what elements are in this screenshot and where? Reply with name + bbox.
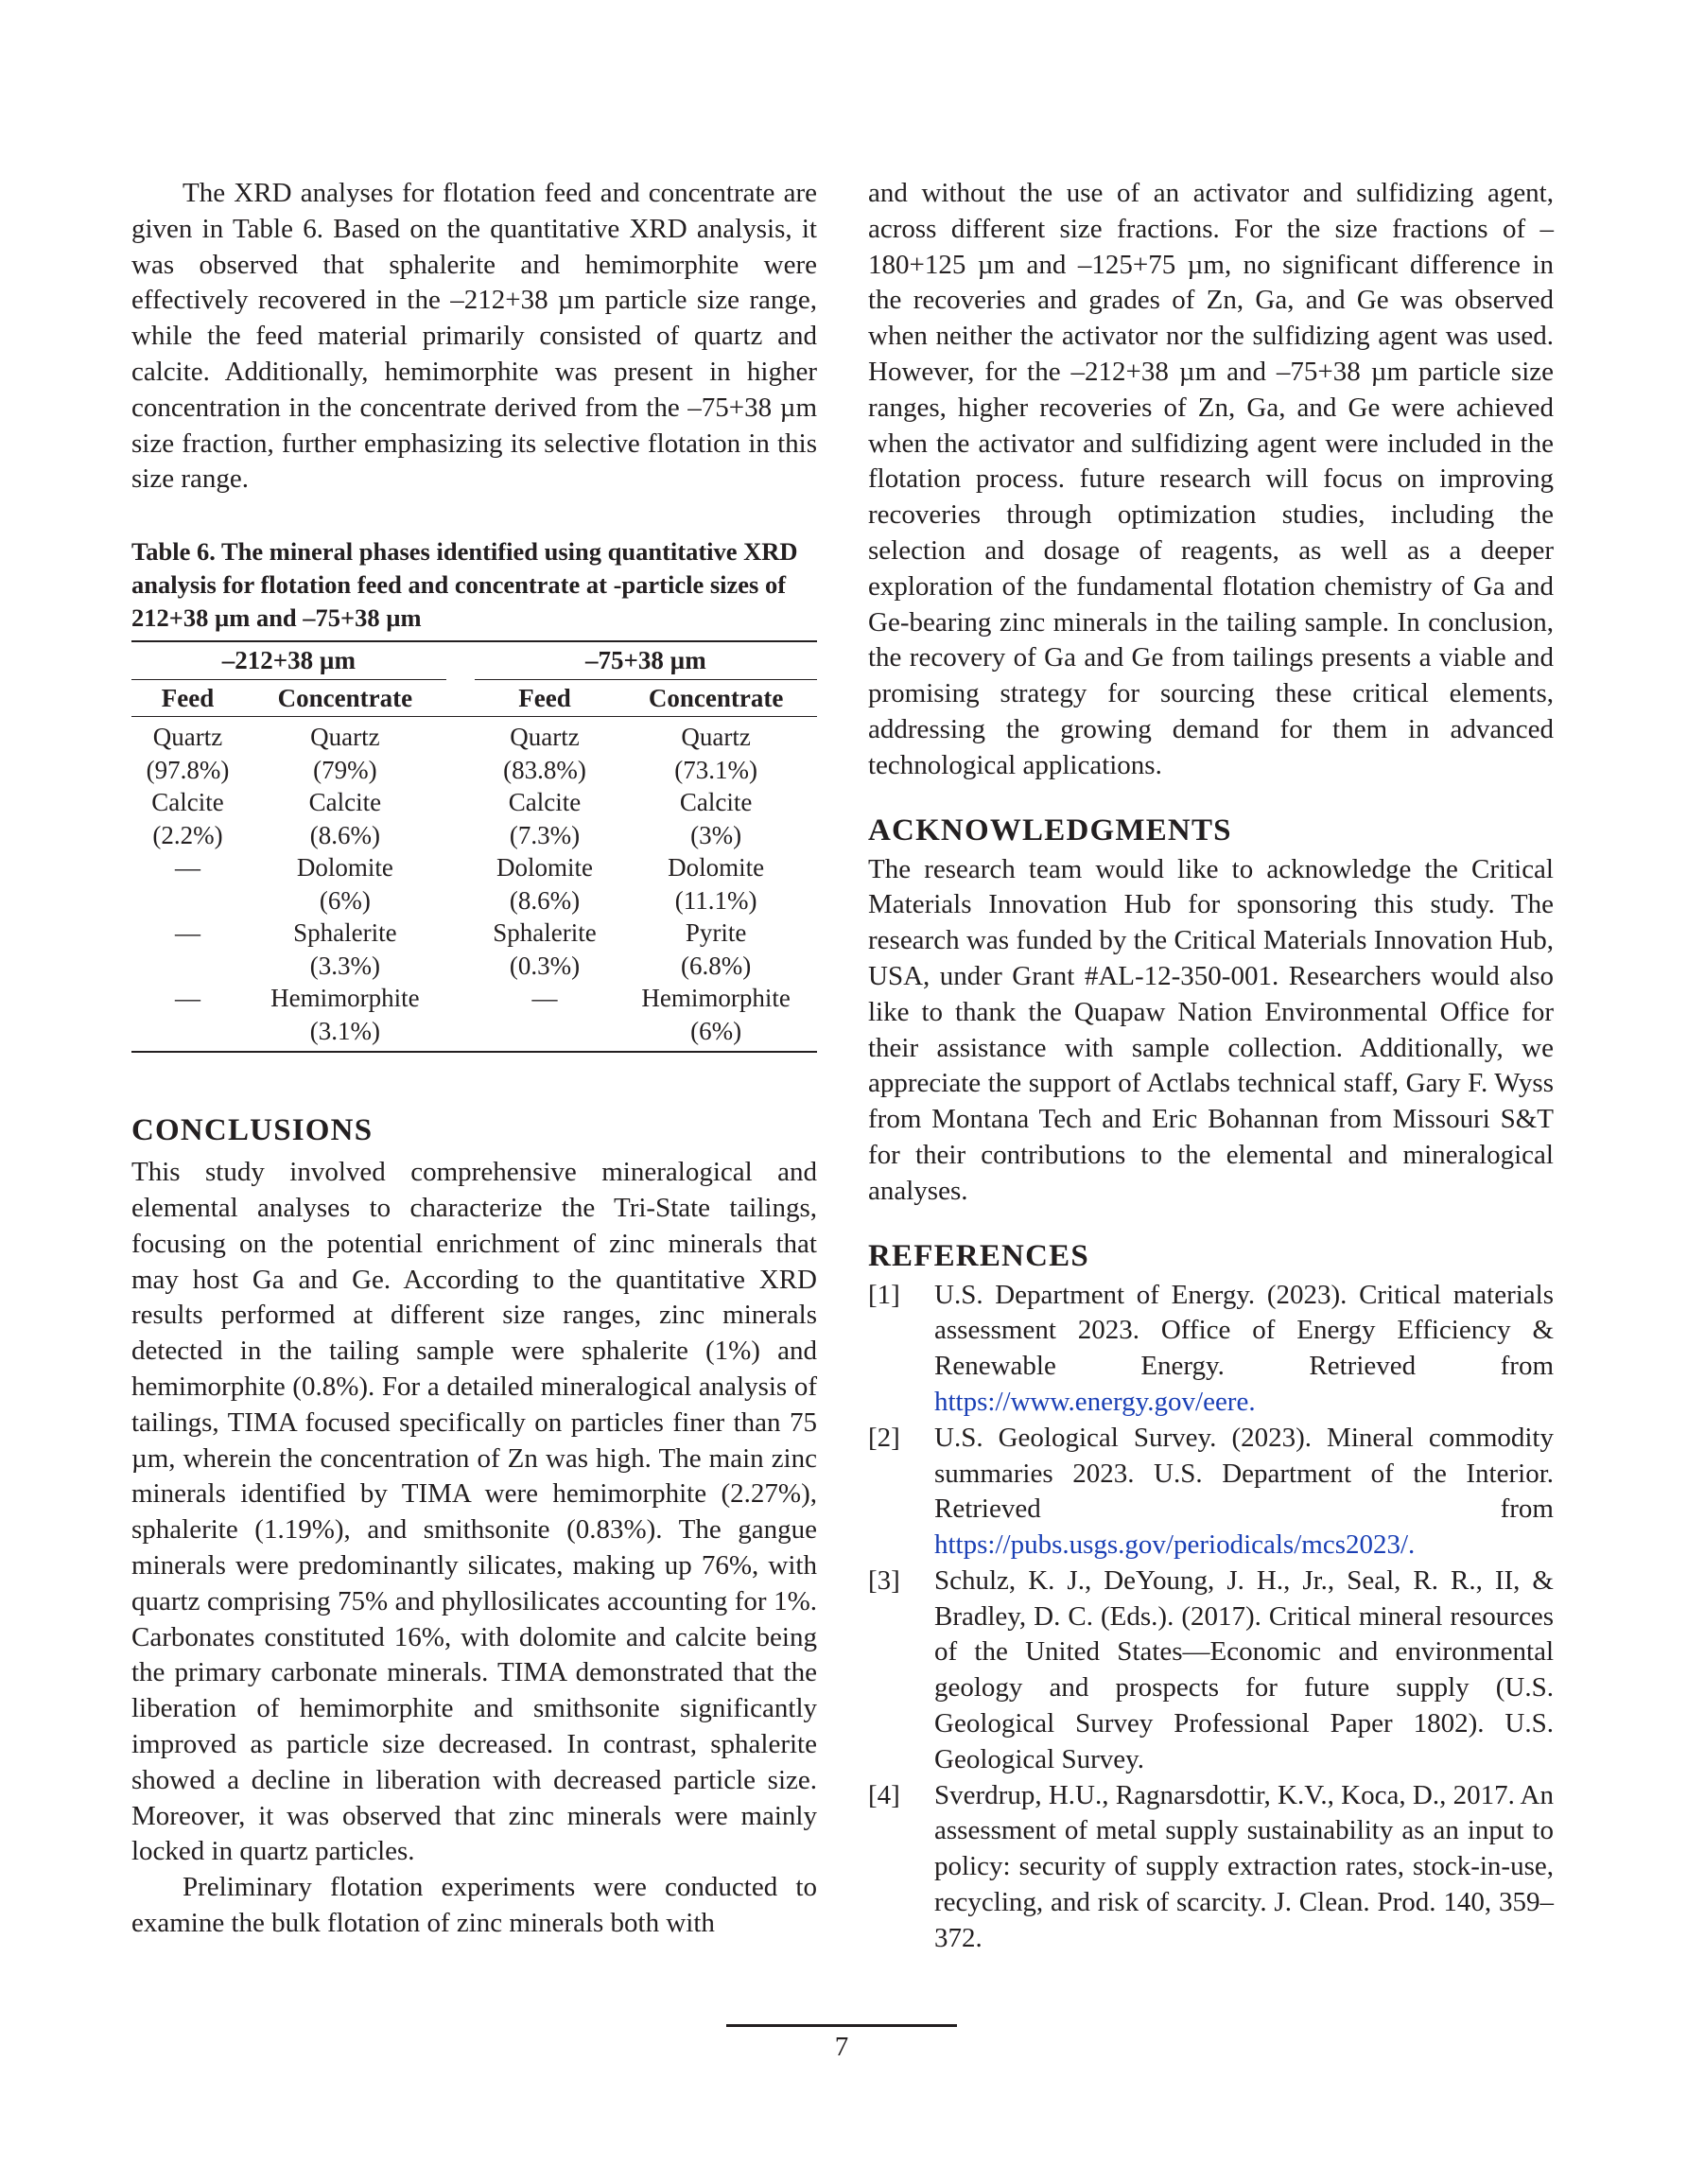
mineral-percent: (7.3%) (509, 820, 581, 849)
reference-link-suffix: . (1248, 1386, 1256, 1417)
table-cell (615, 786, 817, 851)
table-cell (615, 851, 817, 917)
reference-body: Schulz, K. J., DeYoung, J. H., Jr., Seal, R. R., II, & Bradley, D. C. (Eds.). (2017). Critical mineral resources of the United States—Economic and environmental geology and prospects for future supply (U.S. Geological Survey Professional Paper 1802). U.S. Geological Survey. (934, 1564, 1554, 1774)
reference-number: [3] (868, 1564, 900, 1596)
table-cell (244, 786, 446, 851)
mineral-name: Calcite (151, 788, 224, 817)
mineral-percent: (2.2%) (152, 820, 223, 849)
table-cell-gap (446, 717, 475, 787)
mineral-percent: (79%) (313, 755, 377, 784)
table-cell (131, 851, 244, 917)
mineral-percent: (8.6%) (309, 820, 380, 849)
mineral-name: Calcite (679, 788, 753, 817)
mineral-name: Hemimorphite (270, 984, 420, 1013)
reference-number: [2] (868, 1422, 900, 1453)
mineral-name: Dolomite (668, 853, 765, 882)
conclusions-paragraph: Preliminary flotation experiments were conducted to examine the bulk flotation of zinc minerals both with (131, 1872, 817, 1938)
right-column (868, 176, 1554, 1957)
mineral-name: Calcite (508, 788, 582, 817)
mineral-percent: (8.6%) (509, 885, 581, 915)
reference-text (934, 1278, 1554, 1421)
mineral-percent: (6%) (690, 1016, 742, 1045)
mineral-name: — (175, 853, 201, 882)
reference-body: Sverdrup, H.U., Ragnarsdottir, K.V., Koca, D., 2017. An assessment of metal supply sustainability as an input to policy: security of supply extraction rates, stock-in-use, recycling, and risk of scarcity. J. Clean. Prod. 140, 359–372. (934, 1779, 1554, 1953)
table-column-header: Concentrate (615, 679, 817, 717)
table-column-header: Concentrate (244, 679, 446, 717)
table-group-header: –75+38 µm (475, 641, 817, 679)
reference-item (868, 1778, 1554, 1957)
table-column-header-row (131, 679, 817, 717)
acknowledgments-heading: ACKNOWLEDGMENTS (868, 812, 1232, 847)
mineral-name: Quartz (310, 723, 380, 752)
table-group-header: –212+38 µm (131, 641, 446, 679)
mineral-name: Dolomite (496, 853, 593, 882)
mineral-name: Quartz (152, 723, 223, 752)
mineral-percent: (6.8%) (681, 951, 752, 980)
mineral-percent: (6%) (319, 885, 371, 915)
table-cell (475, 851, 616, 917)
references-list (868, 1278, 1554, 1957)
acknowledgments-paragraph: The research team would like to acknowledge the Critical Materials Innovation Hub for sponsoring this study. The research was funded by the Critical Materials Innovation Hub, USA, under Grant #AL-12-350-001. Researchers would also like to thank the Quapaw Nation Environmental Office for their assistance with sample collection. Additionally, we appreciate the support of Actlabs technical staff, Gary F. Wyss from Montana Tech and Eric Bohannan from Missouri S&T for their contributions to the elemental and mineralogical analyses. (868, 853, 1554, 1206)
mineral-percent: (3%) (690, 820, 742, 849)
reference-item (868, 1278, 1554, 1421)
table-row (131, 851, 817, 917)
reference-text (934, 1564, 1554, 1778)
mineral-name: Quartz (681, 723, 751, 752)
mineral-percent: (3.3%) (309, 951, 380, 980)
mineral-name: Calcite (308, 788, 382, 817)
table-cell (615, 717, 817, 787)
mineral-name: — (531, 984, 558, 1013)
table-cell (131, 717, 244, 787)
reference-item (868, 1564, 1554, 1778)
page-number: 7 (834, 2032, 849, 2062)
table-header-gap (446, 679, 475, 717)
mineral-name: Hemimorphite (641, 984, 791, 1013)
reference-link[interactable]: https://www.energy.gov/eere (934, 1386, 1249, 1417)
table-row (131, 917, 817, 982)
table-header-gap (446, 641, 475, 679)
table-cell (131, 917, 244, 982)
mineral-phases-table (131, 640, 817, 1053)
table-caption: Table 6. The mineral phases identified using quantitative XRD analysis for flotation feed and concentrate at -particle sizes of 212+38 µm and –75+38 µm (131, 537, 798, 633)
reference-body: U.S. Department of Energy. (2023). Critical materials assessment 2023. Office of Energy Efficiency & Renewable Energy. Retrieved from (934, 1279, 1554, 1382)
mineral-name: Pyrite (685, 918, 747, 948)
table-cell (615, 982, 817, 1052)
mineral-percent: (11.1%) (674, 885, 757, 915)
table-cell (475, 717, 616, 787)
reference-link-suffix: . (1408, 1529, 1416, 1561)
table-column-header: Feed (475, 679, 616, 717)
footer-rule (726, 2024, 957, 2027)
mineral-name: Dolomite (296, 853, 393, 882)
table-row (131, 717, 817, 787)
mineral-name: Quartz (510, 723, 580, 752)
table-column-header: Feed (131, 679, 244, 717)
table-cell-gap (446, 982, 475, 1052)
table-cell (475, 786, 616, 851)
table-cell (615, 917, 817, 982)
table-cell (244, 851, 446, 917)
table-cell (475, 917, 616, 982)
mineral-percent: (73.1%) (674, 755, 757, 784)
table-row (131, 982, 817, 1052)
table-cell (244, 917, 446, 982)
table-cell-gap (446, 786, 475, 851)
reference-text (934, 1421, 1554, 1564)
reference-item (868, 1421, 1554, 1564)
mineral-name: Sphalerite (293, 918, 397, 948)
table-cell (244, 717, 446, 787)
table-cell-gap (446, 917, 475, 982)
mineral-percent: (3.1%) (309, 1016, 380, 1045)
reference-body: U.S. Geological Survey. (2023). Mineral commodity summaries 2023. U.S. Department of the Interior. Retrieved from (934, 1422, 1554, 1525)
mineral-name: — (175, 984, 201, 1013)
references-heading: REFERENCES (868, 1238, 1089, 1273)
table-cell (131, 786, 244, 851)
reference-number: [1] (868, 1279, 900, 1310)
continued-paragraph: and without the use of an activator and sulfidizing agent, across different size fractions. For the size fractions of –180+125 µm and –125+75 µm, no significant difference in the recoveries and grades of Zn, Ga, and Ge was observed when neither the activator nor the sulfidizing agent was used. However, for the –212+38 µm and –75+38 µm particle size ranges, higher recoveries of Zn, Ga, and Ge were achieved when the activator and sulfidizing agent were included in the flotation process. future research will focus on improving recoveries through optimization studies, including the selection and dosage of reagents, as well as a deeper exploration of the fundamental flotation chemistry of Ga and Ge-bearing zinc minerals in the tailing sample. In conclusion, the recovery of Ga and Ge from tailings presents a viable and promising strategy for sourcing these critical elements, addressing the growing demand for them in advanced technological applications. (868, 178, 1554, 780)
mineral-name: — (175, 918, 201, 948)
mineral-percent: (0.3%) (509, 951, 581, 980)
table-body (131, 717, 817, 1053)
table-cell (475, 982, 616, 1052)
intro-paragraph: The XRD analyses for flotation feed and concentrate are given in Table 6. Based on the quantitative XRD analysis, it was observed that sphalerite and hemimorphite were effectively recovered in the –212+38 µm particle size range, while the feed material primarily consisted of quartz and calcite. Additionally, hemimorphite was present in higher concentration in the concentrate derived from the –75+38 µm size fraction, further emphasizing its selective flotation in this size range. (131, 178, 817, 495)
conclusions-heading: CONCLUSIONS (131, 1113, 374, 1148)
table-cell (131, 982, 244, 1052)
table-group-header-row (131, 641, 817, 679)
mineral-percent: (97.8%) (146, 755, 230, 784)
mineral-name: Sphalerite (493, 918, 597, 948)
reference-text (934, 1778, 1554, 1957)
reference-link[interactable]: https://pubs.usgs.gov/periodicals/mcs2023/ (934, 1529, 1409, 1561)
table-row (131, 786, 817, 851)
mineral-percent: (83.8%) (503, 755, 586, 784)
table-cell-gap (446, 851, 475, 917)
table-cell (244, 982, 446, 1052)
left-column (131, 176, 817, 1942)
conclusions-paragraph: This study involved comprehensive mineralogical and elemental analyses to characterize the Tri-State tailings, focusing on the potential enrichment of zinc minerals that may host Ga and Ge. According to the quantitative XRD results performed at different size ranges, zinc minerals detected in the tailing sample were sphalerite (1%) and hemimorphite (0.8%). For a detailed mineralogical analysis of tailings, TIMA focused specifically on particles finer than 75 µm, wherein the concentration of Zn was high. The main zinc minerals identified by TIMA were hemimorphite (2.27%), sphalerite (1.19%), and smithsonite (0.83%). The gangue minerals were predominantly silicates, making up 76%, with quartz comprising 75% and phyllosilicates accounting for 1%. Carbonates constituted 16%, with dolomite and calcite being the primary carbonate minerals. TIMA demonstrated that the liberation of hemimorphite and smithsonite significantly improved as particle size decreased. In contrast, sphalerite showed a decline in liberation with decreased particle size. Moreover, it was observed that zinc minerals were mainly locked in quartz particles. (131, 1157, 817, 1867)
reference-number: [4] (868, 1779, 900, 1810)
